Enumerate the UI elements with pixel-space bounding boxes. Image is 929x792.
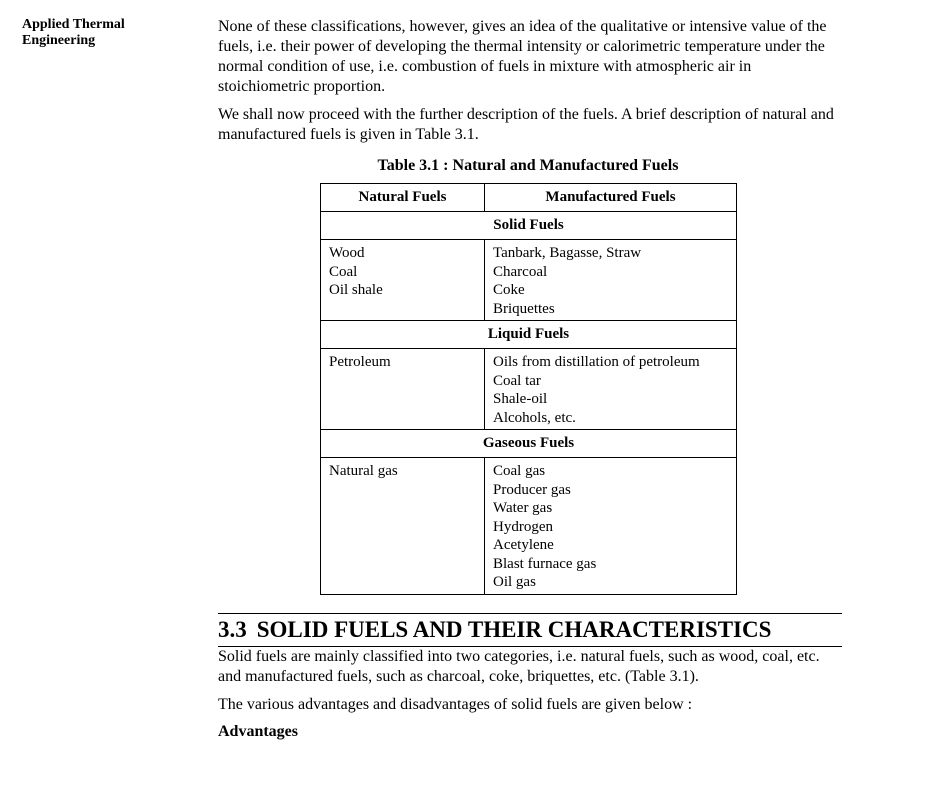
- section-title-gaseous-fuels: Gaseous Fuels: [321, 430, 737, 458]
- table-cell-item: Oils from distillation of petroleum: [493, 354, 700, 370]
- margin-header-line-2: Engineering: [22, 33, 96, 48]
- natural-cell-solid: [321, 240, 485, 321]
- section-heading: [218, 613, 842, 647]
- table-cell-item: Coal tar: [493, 372, 541, 389]
- table-cell-item: Producer gas: [493, 481, 571, 498]
- section-title-liquid-fuels: Liquid Fuels: [321, 321, 737, 349]
- table-reference-paragraph: We shall now proceed with the further description of the fuels. A brief description of natural and manufactured fuels is given in Table 3.1.: [218, 106, 834, 143]
- section-row-liquid: [321, 321, 737, 349]
- table-cell-item: Charcoal: [493, 263, 548, 280]
- table-row-gaseous: [321, 458, 737, 595]
- table-cell-item: Shale-oil: [493, 391, 548, 407]
- section-title-solid-fuels: Solid Fuels: [321, 212, 737, 240]
- table-row-solid: [321, 240, 737, 321]
- margin-header: [22, 17, 172, 49]
- header-manufactured-fuels: Manufactured Fuels: [485, 184, 737, 212]
- table-cell-item: Blast furnace gas: [493, 555, 597, 572]
- manufactured-cell-liquid: [485, 349, 737, 430]
- advantages-intro-paragraph: The various advantages and disadvantages of solid fuels are given below :: [218, 695, 693, 713]
- natural-cell-liquid: [321, 349, 485, 430]
- main-content: [218, 17, 838, 741]
- section-row-gaseous: [321, 430, 737, 458]
- section-number: 3.3: [218, 616, 247, 642]
- table-cell-item: Water gas: [493, 500, 553, 516]
- solid-fuels-paragraph: Solid fuels are mainly classified into two categories, i.e. natural fuels, such as wood, coal, etc. and manufactured fuels, such as charcoal, coke, briquettes, etc. (Table 3.1).: [218, 647, 820, 685]
- table-header-row: [321, 184, 737, 212]
- table-cell-item: Briquettes: [493, 300, 555, 317]
- table-row-liquid: [321, 349, 737, 430]
- table-cell-item: Coal gas: [493, 463, 546, 479]
- table-cell-item: Petroleum: [329, 354, 391, 370]
- table-cell-item: Alcohols, etc.: [493, 409, 576, 426]
- margin-header-line-1: Applied Thermal: [22, 17, 125, 32]
- section-row-solid: [321, 212, 737, 240]
- table-cell-item: Oil shale: [329, 282, 383, 298]
- table-cell-item: Natural gas: [329, 463, 398, 479]
- table-caption: Table 3.1 : Natural and Manufactured Fuels: [377, 157, 679, 174]
- fuels-table: [320, 183, 737, 595]
- table-cell-item: Hydrogen: [493, 518, 553, 535]
- natural-cell-gaseous: [321, 458, 485, 595]
- manufactured-cell-solid: [485, 240, 737, 321]
- intro-paragraph: None of these classifications, however, gives an idea of the qualitative or intensive value of the fuels, i.e. their power of developing the thermal intensity or calorimetric temperature under the normal condition of use, i.e. combustion of fuels in mixture with atmospheric air in stoichiometric proportion.: [218, 18, 827, 95]
- table-cell-item: Tanbark, Bagasse, Straw: [493, 245, 642, 261]
- manufactured-cell-gaseous: [485, 458, 737, 595]
- table-cell-item: Acetylene: [493, 537, 554, 553]
- table-cell-item: Oil gas: [493, 574, 536, 590]
- table-cell-item: Coke: [493, 282, 525, 298]
- advantages-subheading: Advantages: [218, 722, 299, 740]
- table-cell-item: Wood: [329, 245, 365, 261]
- section-title: SOLID FUELS AND THEIR CHARACTERISTICS: [256, 616, 772, 642]
- header-natural-fuels: Natural Fuels: [321, 184, 485, 212]
- table-cell-item: Coal: [329, 263, 358, 280]
